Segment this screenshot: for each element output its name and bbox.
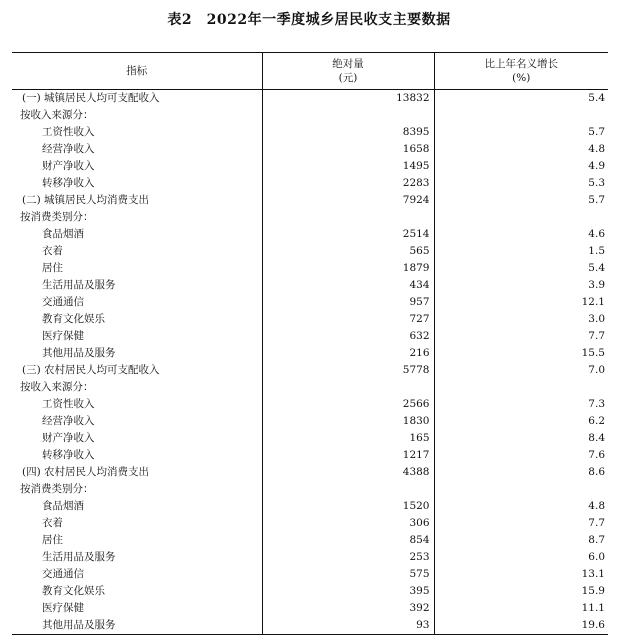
header-absolute-label: 绝对量 — [332, 58, 364, 70]
row-growth-value: 5.4 — [434, 90, 608, 108]
row-absolute-value: 1830 — [262, 413, 434, 430]
header-row — [12, 53, 608, 90]
row-label: 其他用品及服务 — [42, 347, 116, 359]
row-growth-value: 7.0 — [434, 362, 608, 379]
row-absolute-value — [262, 379, 434, 396]
table-row — [12, 345, 608, 362]
table-row — [12, 277, 608, 294]
row-label: 交通通信 — [42, 568, 84, 580]
row-label: 财产净收入 — [42, 160, 95, 172]
row-absolute-value: 1658 — [262, 141, 434, 158]
row-absolute-value: 1520 — [262, 498, 434, 515]
table-row — [12, 311, 608, 328]
table-row — [12, 90, 608, 108]
row-absolute-value: 306 — [262, 515, 434, 532]
table-row — [12, 175, 608, 192]
row-growth-value: 12.1 — [434, 294, 608, 311]
row-absolute-value — [262, 107, 434, 124]
row-label: 按收入来源分： — [20, 109, 94, 121]
row-absolute-value: 7924 — [262, 192, 434, 209]
row-growth-value: 15.5 — [434, 345, 608, 362]
header-indicator-label: 指标 — [126, 65, 148, 77]
row-absolute-value: 632 — [262, 328, 434, 345]
table-row — [12, 464, 608, 481]
row-label: 按消费类别分： — [20, 211, 94, 223]
table-row — [12, 243, 608, 260]
row-label: 居住 — [42, 534, 63, 546]
table-row — [12, 107, 608, 124]
row-absolute-value: 395 — [262, 583, 434, 600]
row-growth-value: 7.3 — [434, 396, 608, 413]
row-label: 衣着 — [42, 517, 63, 529]
row-label: 经营净收入 — [42, 415, 95, 427]
row-growth-value: 5.7 — [434, 124, 608, 141]
table-row — [12, 226, 608, 243]
row-absolute-value: 1879 — [262, 260, 434, 277]
header-indicator — [12, 53, 262, 90]
row-absolute-value: 1495 — [262, 158, 434, 175]
header-growth-unit: (%) — [512, 72, 531, 84]
table-row — [12, 413, 608, 430]
row-label: 食品烟酒 — [42, 500, 84, 512]
row-growth-value: 8.6 — [434, 464, 608, 481]
row-label: 医疗保健 — [42, 602, 84, 614]
table-row — [12, 209, 608, 226]
table-row — [12, 328, 608, 345]
table-row — [12, 481, 608, 498]
table-row — [12, 141, 608, 158]
row-label: 转移净收入 — [42, 449, 95, 461]
row-growth-value — [434, 107, 608, 124]
row-growth-value: 6.2 — [434, 413, 608, 430]
row-absolute-value: 434 — [262, 277, 434, 294]
row-growth-value: 4.9 — [434, 158, 608, 175]
header-growth-label: 比上年名义增长 — [484, 58, 558, 70]
row-growth-value: 7.7 — [434, 328, 608, 345]
row-growth-value: 5.7 — [434, 192, 608, 209]
row-growth-value — [434, 379, 608, 396]
row-absolute-value: 957 — [262, 294, 434, 311]
row-label: (四) 农村居民人均消费支出 — [22, 466, 150, 478]
row-label: (三) 农村居民人均可支配收入 — [22, 364, 160, 376]
row-growth-value: 15.9 — [434, 583, 608, 600]
row-absolute-value: 575 — [262, 566, 434, 583]
row-growth-value: 6.0 — [434, 549, 608, 566]
table-row — [12, 362, 608, 379]
row-label: 按收入来源分： — [20, 381, 94, 393]
row-absolute-value: 93 — [262, 617, 434, 635]
row-growth-value — [434, 481, 608, 498]
table-row — [12, 498, 608, 515]
table-row — [12, 396, 608, 413]
row-absolute-value: 2514 — [262, 226, 434, 243]
income-expenditure-table — [12, 52, 608, 635]
header-absolute — [262, 53, 434, 90]
row-label: 衣着 — [42, 245, 63, 257]
header-growth — [434, 53, 608, 90]
row-absolute-value: 8395 — [262, 124, 434, 141]
row-absolute-value — [262, 481, 434, 498]
row-label: (二) 城镇居民人均消费支出 — [22, 194, 150, 206]
row-absolute-value: 216 — [262, 345, 434, 362]
table-row — [12, 294, 608, 311]
table-body — [12, 90, 608, 635]
row-growth-value — [434, 209, 608, 226]
row-label: 工资性收入 — [42, 126, 95, 138]
row-label: 其他用品及服务 — [12, 617, 262, 635]
row-label: 教育文化娱乐 — [42, 313, 105, 325]
table-row — [12, 158, 608, 175]
row-label: 医疗保健 — [42, 330, 84, 342]
row-growth-value: 7.6 — [434, 447, 608, 464]
row-label: 食品烟酒 — [42, 228, 84, 240]
row-growth-value: 5.4 — [434, 260, 608, 277]
row-absolute-value: 854 — [262, 532, 434, 549]
table-row — [12, 515, 608, 532]
row-growth-value: 4.8 — [434, 141, 608, 158]
row-growth-value: 4.6 — [434, 226, 608, 243]
table-row — [12, 549, 608, 566]
row-absolute-value: 2283 — [262, 175, 434, 192]
table-row — [12, 379, 608, 396]
table-row — [12, 583, 608, 600]
row-growth-value: 1.5 — [434, 243, 608, 260]
row-growth-value: 13.1 — [434, 566, 608, 583]
row-growth-value: 19.6 — [434, 617, 608, 635]
row-label: 居住 — [42, 262, 63, 274]
row-absolute-value: 392 — [262, 600, 434, 617]
table-row — [12, 532, 608, 549]
row-label: 工资性收入 — [42, 398, 95, 410]
row-absolute-value: 1217 — [262, 447, 434, 464]
row-absolute-value: 253 — [262, 549, 434, 566]
row-label: 转移净收入 — [42, 177, 95, 189]
table-row — [12, 192, 608, 209]
table-row — [12, 566, 608, 583]
row-absolute-value: 2566 — [262, 396, 434, 413]
row-growth-value: 4.8 — [434, 498, 608, 515]
row-label: 生活用品及服务 — [42, 551, 116, 563]
row-growth-value: 8.4 — [434, 430, 608, 447]
row-absolute-value: 5778 — [262, 362, 434, 379]
table-row — [12, 600, 608, 617]
row-absolute-value: 13832 — [262, 90, 434, 108]
row-growth-value: 3.0 — [434, 311, 608, 328]
table-row — [12, 260, 608, 277]
table-title: 表2 2022年一季度城乡居民收支主要数据 — [167, 12, 451, 28]
header-absolute-unit: (元) — [338, 72, 358, 84]
table-row — [12, 430, 608, 447]
row-growth-value: 5.3 — [434, 175, 608, 192]
row-label: (一) 城镇居民人均可支配收入 — [22, 92, 160, 104]
data-table — [12, 52, 608, 635]
table-row — [12, 124, 608, 141]
row-absolute-value — [262, 209, 434, 226]
row-absolute-value: 165 — [262, 430, 434, 447]
row-label: 教育文化娱乐 — [42, 585, 105, 597]
row-label: 交通通信 — [42, 296, 84, 308]
row-growth-value: 3.9 — [434, 277, 608, 294]
row-growth-value: 11.1 — [434, 600, 608, 617]
row-label: 财产净收入 — [42, 432, 95, 444]
table-row — [12, 617, 608, 635]
row-label: 经营净收入 — [42, 143, 95, 155]
row-label: 按消费类别分： — [20, 483, 94, 495]
table-row — [12, 447, 608, 464]
row-growth-value: 7.7 — [434, 515, 608, 532]
row-absolute-value: 4388 — [262, 464, 434, 481]
row-label: 生活用品及服务 — [42, 279, 116, 291]
row-absolute-value: 565 — [262, 243, 434, 260]
row-absolute-value: 727 — [262, 311, 434, 328]
row-growth-value: 8.7 — [434, 532, 608, 549]
